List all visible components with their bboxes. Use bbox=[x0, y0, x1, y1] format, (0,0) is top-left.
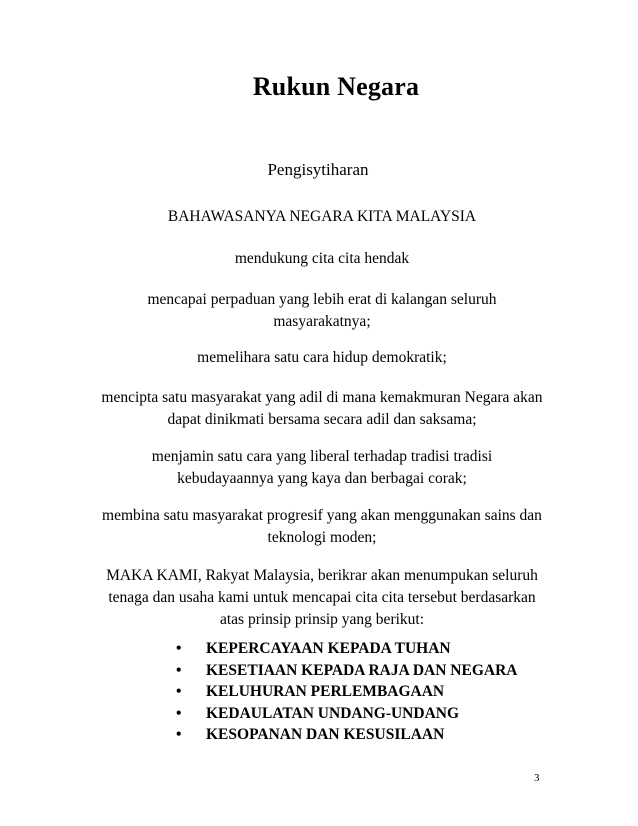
list-item bbox=[172, 638, 517, 660]
paragraph-democracy: memelihara satu cara hidup demokratik; bbox=[197, 349, 447, 366]
page-number: 3 bbox=[534, 772, 540, 784]
bullet-icon: • bbox=[176, 704, 182, 722]
page-subtitle: Pengisytiharan bbox=[267, 160, 369, 179]
principle-label: KEPERCAYAAN KEPADA TUHAN bbox=[206, 640, 451, 657]
principles-list bbox=[172, 638, 517, 746]
list-item bbox=[172, 703, 517, 725]
bullet-icon: • bbox=[176, 661, 182, 679]
paragraph-aspiration: mendukung cita cita hendak bbox=[234, 250, 410, 267]
paragraph-justice: mencipta satu masyarakat yang adil di mana kemakmuran Negara akan dapat dinikmati bersama secara adil dan saksama; bbox=[101, 389, 543, 428]
paragraph-declaration: BAHAWASANYA NEGARA KITA MALAYSIA bbox=[167, 208, 477, 225]
principle-label: KEDAULATAN UNDANG-UNDANG bbox=[206, 704, 460, 722]
page-title: Rukun Negara bbox=[252, 72, 420, 101]
paragraph-pledge: MAKA KAMI, Rakyat Malaysia, berikrar akan menumpukan seluruh tenaga dan usaha kami untuk mencapai cita cita tersebut berdasarkan atas prinsip prinsip yang berikut: bbox=[106, 567, 538, 628]
list-item bbox=[172, 681, 517, 703]
principle-label: KESOPANAN DAN KESUSILAAN bbox=[206, 726, 445, 743]
paragraph-tradition: menjamin satu cara yang liberal terhadap tradisi tradisi kebudayaannya yang kaya dan berbagai corak; bbox=[151, 448, 493, 487]
list-item bbox=[172, 660, 517, 682]
paragraph-progress: membina satu masyarakat progresif yang akan menggunakan sains dan teknologi moden; bbox=[102, 507, 542, 546]
paragraph-unity: mencapai perpaduan yang lebih erat di kalangan seluruh masyarakatnya; bbox=[147, 291, 497, 330]
principle-label: KESETIAAN KEPADA RAJA DAN NEGARA bbox=[206, 661, 518, 679]
principle-label: KELUHURAN PERLEMBAGAAN bbox=[206, 683, 445, 700]
bullet-icon: • bbox=[176, 683, 182, 700]
list-item bbox=[172, 724, 517, 746]
bullet-icon: • bbox=[176, 640, 182, 657]
bullet-icon: • bbox=[176, 726, 182, 743]
